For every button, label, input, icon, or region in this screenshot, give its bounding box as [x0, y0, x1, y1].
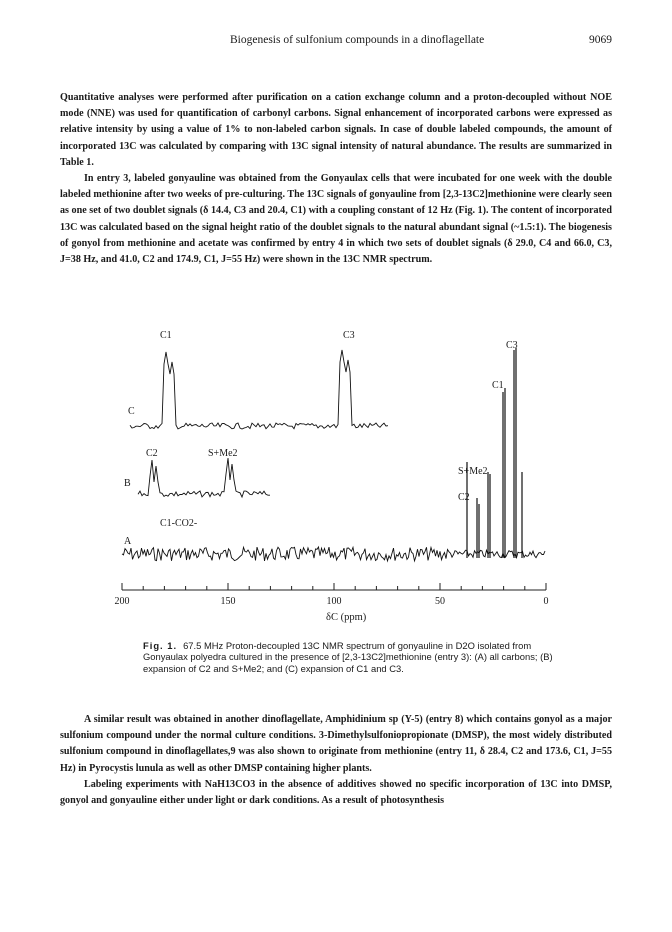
peak-label-main-sme2: S+Me2: [458, 466, 488, 477]
peak-label-sme2: S+Me2: [208, 448, 238, 459]
nmr-spectrum-figure: [110, 322, 570, 628]
caption-label: Fig. 1.: [143, 640, 178, 651]
spectrum-trace-b: [138, 458, 270, 497]
paragraph: In entry 3, labeled gonyauline was obtained from the Gonyaulax cells that were incubated for one week with the double labeled methionine after two weeks of pre-culturing. The 13C signals of gonyauline from [2,3-13C2]methionine were clearly seen as one set of two doublet signals (δ 14.4, C3 and 20.4, C1) with a coupling constant of 12 Hz (Fig. 1). The content of incorporated 13C was calculated based on the signal height ratio of the doublet signals to the natural abundant signal (~1.5:1). The biogenesis of gonyol from methionine and acetate was confirmed by entry 4 in which two sets of doublet signals (δ 29.0, C4 and 66.0, C3, J=38 Hz, and 41.0, C2 and 174.9, C1, J=55 Hz) were shown in the 13C NMR spectrum.: [60, 173, 612, 266]
trace-label-b: B: [124, 478, 131, 489]
x-tick-label: 50: [435, 596, 445, 607]
running-title: Biogenesis of sulfonium compounds in a dinoflagellate: [230, 34, 485, 46]
page-number: 9069: [589, 34, 612, 46]
peak-label-main-c2: C2: [458, 492, 470, 503]
peak-label-c1: C1: [160, 330, 172, 341]
paragraph: A similar result was obtained in another dinoflagellate, Amphidinium sp (Y-5) (entry 8) which contains gonyol as a major sulfonium compound under the normal culture conditions. 3-Dimethylsulfoniopropionate (DMSP), the most widely distributed sulfonium compound in dinoflagellates,9 was also shown to originate from methionine (entry 11, δ 28.4, C2 and 173.6, C1, J=55 Hz) in Pyrocystis lunula as well as other DMSP containing higher plants.: [60, 714, 612, 774]
figure-caption: [143, 640, 555, 674]
caption-text: 67.5 MHz Proton-decoupled 13C NMR spectrum of gonyauline in D2O isolated from Gonyaulax polyedra cultured in the presence of [2,3-13C2]methionine (entry 3): (A) all carbons; (B) expansion of C2 and S+Me2; and (C) expansion of C1 and C3.: [143, 640, 553, 674]
spectrum-trace-c: [130, 350, 388, 429]
nmr-spectrum-plot: [110, 322, 570, 628]
trace-label-c: C: [128, 406, 135, 417]
peak-label-main-c3: C3: [506, 340, 518, 351]
page-header: [60, 34, 612, 50]
paragraph: Quantitative analyses were performed after purification on a cation exchange column and a proton-decoupled without NOE mode (NNE) was used for quantification of carbonyl carbons. Signal enhancement of incorporated carbons were expressed as relative intensity by using a value of 1% to non-labeled carbon signals. In case of double labeled compounds, the amount of incorporated 13C was calculated by comparing with 13C signal intensity of natural abundance. The results are summarized in Table 1.: [60, 92, 612, 168]
x-tick-label: 100: [326, 596, 342, 607]
peak-label-c1-co2: C1-CO2-: [160, 518, 198, 529]
body-text-top: [60, 90, 612, 268]
x-tick-label: 200: [114, 596, 130, 607]
x-tick-label: 0: [543, 596, 549, 607]
peak-label-c3: C3: [343, 330, 355, 341]
x-tick-label: 150: [220, 596, 236, 607]
body-text-bottom: [60, 712, 612, 809]
trace-label-a: A: [124, 536, 132, 547]
x-axis-title: δC (ppm): [326, 612, 367, 623]
spectrum-trace-a: [122, 547, 545, 561]
peak-label-c2: C2: [146, 448, 158, 459]
paragraph: Labeling experiments with NaH13CO3 in the absence of additives showed no specific incorporation of 13C into DMSP, gonyol and gonyauline either under light or dark conditions. As a result of photosynthesis: [60, 778, 612, 807]
peak-label-main-c1: C1: [492, 380, 504, 391]
